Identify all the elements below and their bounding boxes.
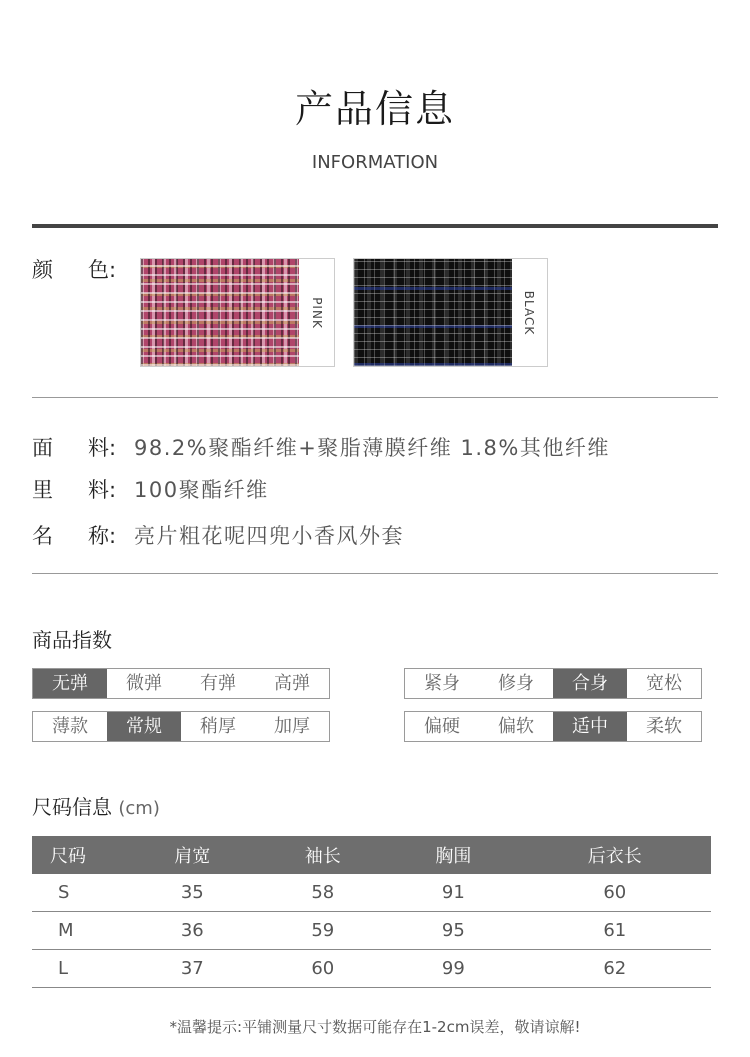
name-label-1: 名 bbox=[32, 524, 53, 548]
elasticity-option: 高弹 bbox=[274, 673, 310, 694]
swatch-label-pink: PINK bbox=[309, 296, 324, 329]
size-cell: 36 bbox=[127, 912, 258, 950]
elasticity-scale bbox=[32, 668, 330, 699]
thickness-scale bbox=[32, 711, 330, 742]
color-label-1: 颜 bbox=[32, 258, 53, 282]
elasticity-option: 微弹 bbox=[126, 673, 162, 694]
lining-label-1: 里 bbox=[32, 478, 53, 502]
size-table bbox=[32, 836, 711, 988]
size-cell: 99 bbox=[388, 950, 519, 988]
name-label bbox=[32, 520, 117, 550]
softness-option: 偏软 bbox=[498, 716, 534, 737]
thickness-option: 常规 bbox=[107, 712, 181, 741]
page-subtitle: INFORMATION bbox=[311, 152, 439, 173]
size-cell: 58 bbox=[258, 874, 389, 912]
softness-option: 适中 bbox=[553, 712, 627, 741]
table-row bbox=[32, 874, 711, 912]
size-header: 肩宽 bbox=[127, 836, 258, 874]
fabric-label-1: 面 bbox=[32, 436, 53, 460]
swatch-tag bbox=[299, 259, 334, 366]
fit-option: 修身 bbox=[498, 673, 534, 694]
size-table-header-row bbox=[32, 836, 711, 874]
size-header: 胸围 bbox=[388, 836, 519, 874]
size-cell: 35 bbox=[127, 874, 258, 912]
index-section-title: 商品指数 bbox=[32, 628, 112, 652]
size-cell: 62 bbox=[519, 950, 711, 988]
softness-option: 柔软 bbox=[646, 716, 682, 737]
softness-scale bbox=[404, 711, 702, 742]
color-label bbox=[32, 254, 117, 284]
fit-option: 合身 bbox=[553, 669, 627, 698]
lining-label bbox=[32, 474, 117, 504]
size-header: 袖长 bbox=[258, 836, 389, 874]
fit-option: 宽松 bbox=[646, 673, 682, 694]
size-section-title bbox=[32, 791, 160, 820]
name-label-2: 称: bbox=[88, 524, 117, 548]
size-cell: 91 bbox=[388, 874, 519, 912]
fabric-image-pink bbox=[141, 259, 299, 366]
size-cell: 37 bbox=[127, 950, 258, 988]
size-cell: L bbox=[32, 950, 127, 988]
size-section-unit: (cm) bbox=[118, 798, 160, 819]
elasticity-option: 无弹 bbox=[33, 669, 107, 698]
name-value: 亮片粗花呢四兜小香风外套 bbox=[134, 524, 404, 548]
fabric-value: 98.2%聚酯纤维+聚脂薄膜纤维 1.8%其他纤维 bbox=[134, 436, 610, 460]
thickness-option: 加厚 bbox=[274, 716, 310, 737]
fit-scale bbox=[404, 668, 702, 699]
swatch-tag bbox=[512, 259, 547, 366]
elasticity-option: 有弹 bbox=[200, 673, 236, 694]
softness-option: 偏硬 bbox=[424, 716, 460, 737]
size-section-title-text: 尺码信息 bbox=[32, 795, 112, 819]
measurement-note: *温馨提示:平铺测量尺寸数据可能存在1-2cm误差，敬请谅解! bbox=[169, 1018, 581, 1036]
size-cell: 59 bbox=[258, 912, 389, 950]
size-cell: S bbox=[32, 874, 127, 912]
table-row bbox=[32, 950, 711, 988]
table-row bbox=[32, 912, 711, 950]
size-cell: 60 bbox=[519, 874, 711, 912]
size-cell: 61 bbox=[519, 912, 711, 950]
size-header: 尺码 bbox=[32, 836, 127, 874]
fit-option: 紧身 bbox=[424, 673, 460, 694]
swatch-label-black: BLACK bbox=[522, 290, 537, 335]
color-swatch-black[interactable] bbox=[353, 258, 548, 367]
divider bbox=[32, 573, 718, 574]
divider bbox=[32, 397, 718, 398]
lining-value: 100聚酯纤维 bbox=[134, 478, 269, 502]
fabric-label bbox=[32, 432, 117, 462]
thickness-option: 稍厚 bbox=[200, 716, 236, 737]
header-divider bbox=[32, 224, 718, 228]
size-cell: 95 bbox=[388, 912, 519, 950]
fabric-label-2: 料: bbox=[88, 436, 117, 460]
color-label-2: 色: bbox=[88, 258, 117, 282]
thickness-option: 薄款 bbox=[52, 716, 88, 737]
size-header: 后衣长 bbox=[519, 836, 711, 874]
lining-label-2: 料: bbox=[88, 478, 117, 502]
fabric-image-black bbox=[354, 259, 512, 366]
color-swatch-pink[interactable] bbox=[140, 258, 335, 367]
page-title: 产品信息 bbox=[294, 87, 455, 131]
size-cell: M bbox=[32, 912, 127, 950]
size-cell: 60 bbox=[258, 950, 389, 988]
